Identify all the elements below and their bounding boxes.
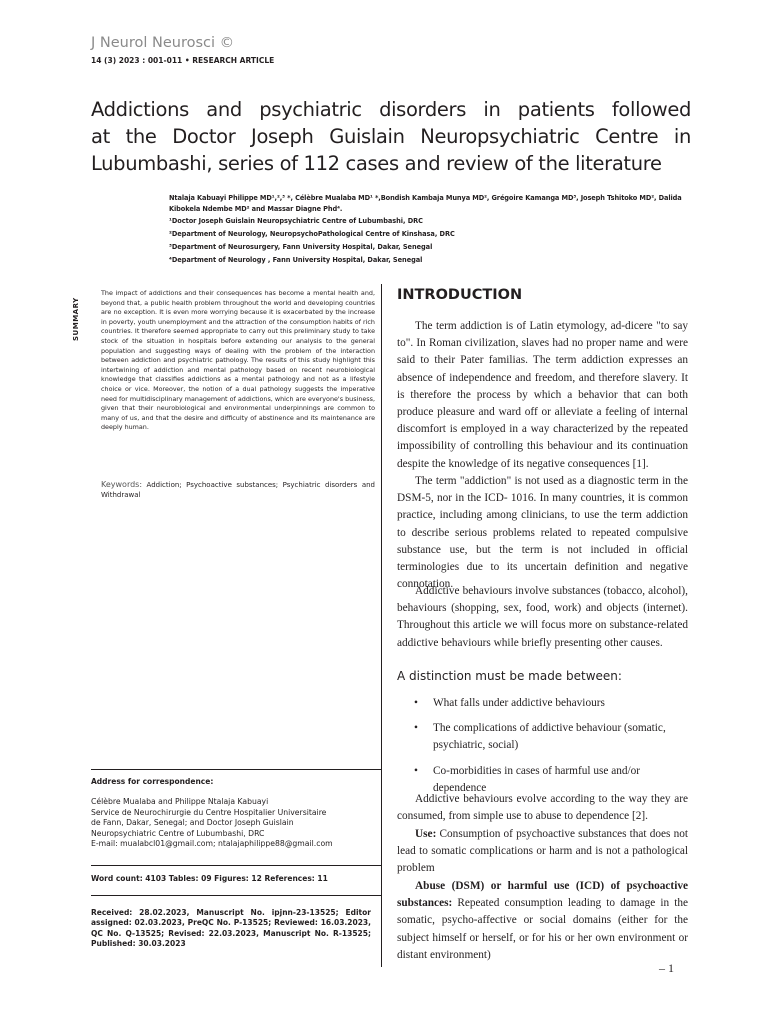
email-line: E-mail: mualabcl01@gmail.com; ntalajaphilippe88@gmail.com [91,839,333,848]
definition-use: Use: Consumption of psychoactive substances that does not lead to somatic complications or harm and is not a pathological problem [397,828,688,875]
keywords-text: Addiction; Psychoactive substances; Psychiatric disorders and Withdrawal [101,481,375,499]
word-count: Word count: 4103 Tables: 09 Figures: 12 References: 11 [91,874,328,883]
title-line: at the Doctor Joseph Guislain Neuropsychiatric Centre in [91,125,691,148]
list-item: • Co-morbidities in cases of harmful use and/or dependence [414,764,641,794]
body-paragraph: The term addiction is of Latin etymology, ad-dicere "to say to". In Roman civilization, slaves had no proper name and were said to their Pater familias. The term addiction expresses an absence of independence and freedom, and therefore slavery. It is therefore the process by which a behavior that can both produce pleasure and ward off or alleviate a feeling of internal discomfort is employed in a way characterized by the repeated impossibility of controlling this behaviour and its continuation despite the knowledge of its negative consequences [1]. [397,320,688,470]
journal-name: J Neurol Neurosci © [91,35,235,51]
issue-line: 14 (3) 2023 : 001-011 • RESEARCH ARTICLE [91,56,275,65]
correspondence-label: Address for correspondence: [91,777,214,786]
divider [91,895,381,896]
address-line: Célèbre Mualaba and Philippe Ntalaja Kabuayi [91,797,269,806]
divider [91,769,381,770]
title-line: Lubumbashi, series of 112 cases and review of the literature [91,152,662,175]
list-item: • What falls under addictive behaviours [397,695,688,712]
list-item: • The complications of addictive behaviour (somatic, psychiatric, social) [414,722,666,752]
term-use: Use: [415,828,437,840]
affiliation: ²Department of Neurology, NeuropsychoPathological Centre of Kinshasa, DRC [169,230,455,238]
divider [91,865,381,866]
page-number: – 1 [659,961,674,975]
keywords [101,480,375,500]
address-line: Service de Neurochirurgie du Centre Hospitalier Universitaire [91,807,327,817]
correspondence-address [91,797,376,850]
summary-label: SUMMARY [72,297,80,341]
title-line: Addictions and psychiatric disorders in patients followed [91,98,691,121]
term-abuse: Abuse (DSM) or harmful use (ICD) of psychoactive substances: [397,880,688,910]
author-list: Ntalaja Kabuayi Philippe MD¹,²,³ *, Célèbre Mualaba MD¹ *,Bondish Kambaja Munya MD², Grégoire Kamanga MD³, Joseph Tshitoko MD², Dalida Kibokela Ndembe MD² and Massar Diagne Phd⁴. [169,194,682,213]
subheading: A distinction must be made between: [397,669,622,683]
bullet-icon: • [414,764,418,777]
address-line: Neuropsychiatric Centre of Lubumbashi, DRC [91,828,265,838]
definition-abuse: Abuse (DSM) or harmful use (ICD) of psychoactive substances: Repeated consumption leading to damage in the somatic, psycho-affective or social domains (either for the subject himself or herself, or for his or her own environment or distant environment) [397,880,688,961]
section-heading-introduction: INTRODUCTION [397,287,523,303]
body-paragraph: Addictive behaviours evolve according to the way they are consumed, from simple use to abuse to dependence [2]. [397,793,688,823]
body-paragraph: Addictive behaviours involve substances (tobacco, alcohol), behaviours (shopping, sex, food, work) and objects (internet). Throughout this article we will focus more on substance-related addictive behaviours while briefly presenting other causes. [397,585,688,649]
manuscript-dates: Received: 28.02.2023, Manuscript No. ipjnn-23-13525; Editor assigned: 02.03.2023, PreQC No. P-13525; Reviewed: 16.03.2023, QC No. Q-13525; Revised: 22.03.2023, Manuscript No. R-13525; Published: 30.03.2023 [91,908,371,948]
bullet-list [397,695,688,805]
affiliation: ⁴Department of Neurology , Fann University Hospital, Dakar, Senegal [169,256,423,264]
article-title [91,96,691,177]
column-divider [381,284,382,967]
affiliation: ³Department of Neurosurgery, Fann University Hospital, Dakar, Senegal [169,243,433,251]
summary-text: The impact of addictions and their consequences has become a mental health and, beyond that, a public health problem throughout the world and developing countries are no exception. It is even more worrying because it is exacerbated by the increase in poverty, youth unemployment and the attraction of the consumption habits of rich countries. It therefore seemed appropriate to carry out this preliminary study to take stock of the situation in hospitals before extending our analysis to the general population and suggesting ways of dealing with the problem of the interaction between addiction and psychiatric pathology. The results of this study highlight this intertwining of addiction and mental pathology based on recent neurobiological knowledge that classifies addictions as a mental pathology and not as a lifestyle choice or vice. Moreover, the notion of a dual pathology suggests the imperative need for multidisciplinary management of addictions, which are everyone's business, given that their neurobiological and environmental underpinnings are common to many of us, and that the desire and difficulty of abstinence and its maintenance are deeply human. [101,289,375,432]
body-paragraph: The term "addiction" is not used as a diagnostic term in the DSM-5, nor in the ICD- 1016. In many countries, it is common practice, including among clinicians, to use the term addiction to describe serious problems related to repeated compulsive substance use, but the term is not included in official terminologies due to its uncertain definition and negative connotation. [397,475,688,591]
bullet-icon: • [414,722,418,735]
bullet-icon: • [414,697,418,709]
address-line: de Fann, Dakar, Senegal; and Doctor Joseph Guislain [91,818,294,827]
keywords-label: Keywords: [101,480,143,489]
affiliation: ¹Doctor Joseph Guislain Neuropsychiatric Centre of Lubumbashi, DRC [169,217,423,225]
